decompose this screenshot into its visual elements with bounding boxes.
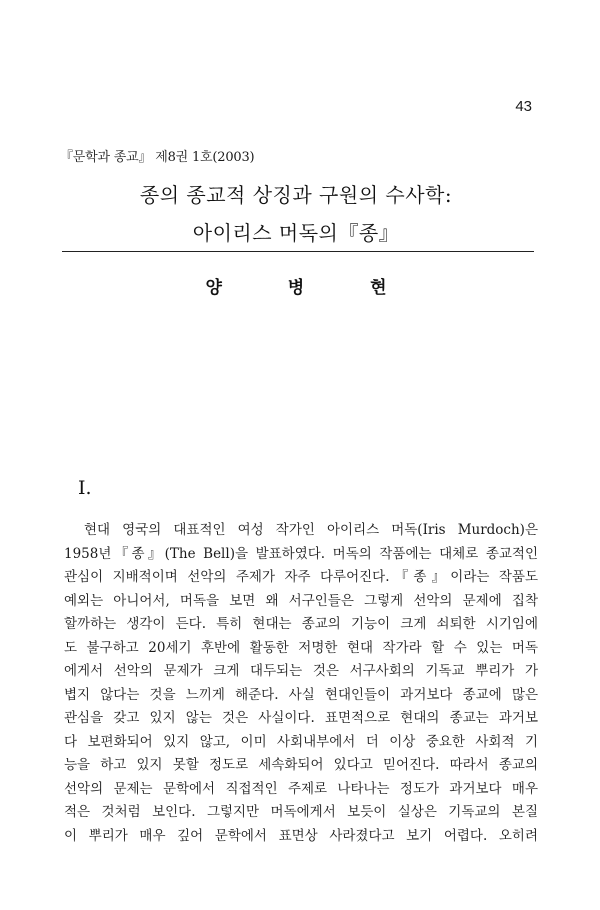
body-line: 능을 하고 있지 못할 정도로 세속화되어 있다고 믿어진다. 따라서 종교의: [64, 757, 538, 773]
author-name: 양 병 현: [205, 278, 417, 298]
journal-citation: 『문학과 종교』 제8권 1호(2003): [60, 150, 255, 165]
body-line: 현대 영국의 대표적인 여성 작가인 아이리스 머독(Iris Murdoch)은: [84, 522, 538, 538]
section-heading: I.: [78, 477, 92, 499]
body-line: 볍지 않다는 것을 느끼게 해준다. 사실 현대인들이 과거보다 종교에 많은: [64, 686, 538, 703]
body-line: 관심을 갖고 있지 않는 것은 사실이다. 표면적으로 현대의 종교는 과거보: [64, 710, 538, 726]
body-line: 도 불구하고 20세기 후반에 활동한 저명한 현대 작가라 할 수 있는 머독: [64, 639, 538, 656]
title-line-1: 종의 종교적 상징과 구원의 수사학:: [139, 183, 453, 207]
body-line: 선악의 문제는 문학에서 직접적인 주제로 나타나는 정도가 과거보다 매우: [64, 780, 538, 797]
body-paragraph: [64, 519, 538, 848]
body-line: 이 뿌리가 매우 깊어 문학에서 표면상 사라졌다고 보기 어렵다. 오히려: [64, 827, 538, 844]
body-line: 다 보편화되어 있지 않고, 이미 사회내부에서 더 이상 중요한 사회적 기: [64, 733, 538, 750]
body-line: 예외는 아니어서, 머독을 보면 왜 서구인들은 그렇게 선악의 문제에 집착: [64, 592, 538, 609]
body-line: 1958년『종』(The Bell)을 발표하였다. 머독의 작품에는 대체로 종교적인: [64, 545, 538, 562]
title-rule: [62, 251, 534, 252]
body-line: 적은 것처럼 보인다. 그렇지만 머독에게서 보듯이 실상은 기독교의 본질: [64, 804, 538, 820]
page-number: 43: [515, 98, 532, 115]
article-title: [60, 176, 532, 252]
title-line-2: 아이리스 머독의『종』: [192, 221, 400, 245]
body-line: 에게서 선악의 문제가 크게 대두되는 것은 서구사회의 기독교 뿌리가 가: [64, 663, 538, 679]
body-line: 할까하는 생각이 든다. 특히 현대는 종교의 기능이 크게 쇠퇴한 시기임에: [64, 616, 538, 632]
body-line: 관심이 지배적이며 선악의 주제가 자주 다루어진다.『종』이라는 작품도: [64, 569, 538, 585]
